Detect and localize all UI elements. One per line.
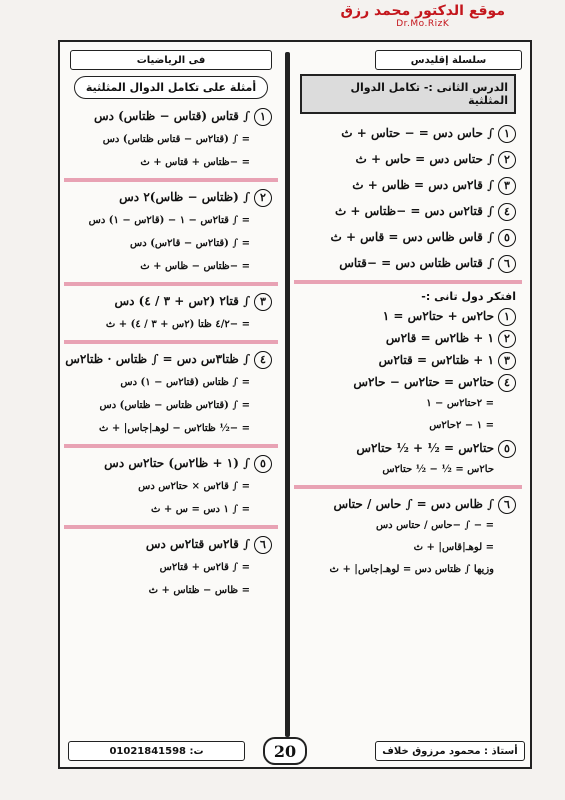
footer-phone: ت: 01021841598 [68, 741, 245, 761]
section-divider [64, 282, 278, 286]
site-logo [341, 4, 506, 29]
rule-text: ∫ ﺣﺘﺎس دس = ﺣﺎس + ث [355, 152, 494, 166]
math-line [64, 498, 278, 521]
logo-english: Dr.Mo.RizK [396, 19, 450, 29]
math-text: = ∫ (ﻗﺘﺎ٢س − ﻗﺎ٢س) دس [130, 238, 250, 249]
rule-number: ١ [498, 125, 516, 143]
rule-line [294, 224, 522, 250]
math-text: = −½ ﻇﺘﺎ٢س − لوهـ|ﺟﺎس| + ث [99, 423, 250, 434]
math-text: ∫ ﻗﺘﺎ٢ (٢س + ٣ / ٤) دس [114, 294, 250, 308]
example-section [64, 105, 278, 174]
math-text: = ∫ (ﻗﺘﺎ٢س − ﻗﺘﺎس ﻇﺘﺎس) دس [102, 134, 250, 145]
identity-text: = − ∫ −ﺣﺎس / ﺣﺘﺎس دس [375, 520, 494, 531]
math-text: = ∫ ﻗﺎ٢س + ﻗﺘﺎ٢س [159, 562, 250, 573]
math-text: = ∫ ﻗﺎ٢س × ﺣﺘﺎ٢س دس [138, 481, 250, 492]
right-column [294, 74, 522, 581]
rule-text: ∫ ﻗﺎس ﻇﺎس دس = ﻗﺎس + ث [330, 230, 494, 244]
math-line [64, 128, 278, 151]
math-line [64, 313, 278, 336]
math-text: ∫ (١ + ﻇﺎ٢س) ﺣﺘﺎ٢س دس [104, 456, 250, 470]
rule-number: ٤ [498, 203, 516, 221]
identity-line [294, 537, 522, 559]
identity-text: = لوهـ|ﻗﺎس| + ث [413, 542, 494, 553]
identity-line [294, 459, 522, 481]
math-line [64, 579, 278, 602]
math-line [64, 348, 278, 371]
identity-text: ﺣﺎ٢س = ½ − ½ ﺣﺘﺎ٢س [382, 464, 494, 475]
rule-text: ∫ ﺣﺎس دس = − ﺣﺘﺎس + ث [341, 126, 494, 140]
identity-line [294, 349, 522, 371]
math-text: = ∫ ١ دس = س + ث [151, 504, 250, 515]
example-section [64, 348, 278, 440]
rule-line [294, 198, 522, 224]
example-number: ٦ [254, 536, 272, 554]
identity-text: ١ + ﻇﺎ٢س = ﻗﺎ٢س [385, 331, 494, 345]
identity-line [294, 415, 522, 437]
examples-title: أمثلة على تكامل الدوال المثلثية [74, 76, 268, 99]
math-text: = −ﻇﺘﺎس + ﻗﺘﺎس + ث [140, 157, 250, 168]
identity-number: ٤ [498, 374, 516, 392]
math-line [64, 556, 278, 579]
math-line [64, 371, 278, 394]
identity-line [294, 437, 522, 459]
math-line [64, 151, 278, 174]
rule-text: ∫ ﻗﺎ٢س دس = ﻇﺎس + ث [352, 178, 494, 192]
section-divider [64, 525, 278, 529]
example-section [64, 533, 278, 602]
example-number: ٣ [254, 293, 272, 311]
math-line [64, 452, 278, 475]
math-text: = ∫ ﻇﺘﺎس (ﻗﺘﺎ٢س − ١) دس [120, 377, 250, 388]
rule-line [294, 120, 522, 146]
identity-text: وزيها ∫ ﻇﺘﺎس دس = لوهـ|ﺟﺎس| + ث [329, 564, 494, 575]
identity-line [294, 327, 522, 349]
identity-number: ٢ [498, 330, 516, 348]
example-section [64, 186, 278, 278]
worksheet-page [58, 40, 532, 769]
identity-text: ∫ ﻇﺎس دس = ∫ ﺣﺎس / ﺣﺘﺎس [333, 497, 494, 511]
identity-text: ﺣﺘﺎ٢س = ½ + ½ ﺣﺘﺎ٢س [356, 441, 494, 455]
rule-line [294, 146, 522, 172]
identity-line [294, 371, 522, 393]
math-line [64, 394, 278, 417]
header-series: سلسلة إقليدس [375, 50, 522, 70]
identity-line [294, 515, 522, 537]
identity-text: ﺣﺎ٢س + ﺣﺘﺎ٢س = ١ [382, 309, 494, 323]
math-text: = −ﻇﺘﺎس − ﻇﺎس + ث [140, 261, 250, 272]
math-line [64, 290, 278, 313]
math-line [64, 475, 278, 498]
example-number: ١ [254, 108, 272, 126]
math-line [64, 209, 278, 232]
math-line [64, 105, 278, 128]
math-text: = −٤/٢ ﻇﺘﺎ (٢س + ٣ / ٤) + ث [105, 319, 250, 330]
math-line [64, 186, 278, 209]
section-divider [294, 485, 522, 489]
identity-text: = ١ − ٢ﺣﺎ٢س [429, 420, 494, 431]
math-text: = ∫ (ﻗﺘﺎ٢س ﻇﺘﺎس − ﻇﺘﺎس) دس [99, 400, 250, 411]
rule-line [294, 172, 522, 198]
rule-number: ٣ [498, 177, 516, 195]
identity-text: = ٢ﺣﺘﺎ٢س − ١ [426, 398, 494, 409]
rule-number: ٢ [498, 151, 516, 169]
example-section [64, 452, 278, 521]
footer-teacher: أستاذ : محمود مرزوق خلاف [375, 741, 525, 761]
rule-text: ∫ ﻗﺘﺎ٢س دس = −ﻇﺘﺎس + ث [334, 204, 494, 218]
lesson-title: الدرس الثانى :- تكامل الدوال المثلثية [300, 74, 516, 114]
math-line [64, 533, 278, 556]
column-divider [285, 52, 290, 737]
header-subject: فى الرياضيات [70, 50, 272, 70]
rule-number: ٦ [498, 255, 516, 273]
math-text: = ﻇﺎس − ﻇﺘﺎس + ث [148, 585, 250, 596]
left-column [64, 74, 278, 602]
math-text: ∫ ﻗﺘﺎس (ﻗﺘﺎس − ﻇﺘﺎس) دس [93, 109, 250, 123]
math-text: = ∫ ﻗﺘﺎ٢س − ١ − (ﻗﺎ٢س − ١) دس [88, 215, 250, 226]
rule-text: ∫ ﻗﺘﺎس ﻇﺘﺎس دس = −ﻗﺘﺎس [339, 256, 494, 270]
identity-line [294, 559, 522, 581]
section-divider [294, 280, 522, 284]
identity-text: ﺣﺘﺎ٢س = ﺣﺘﺎ٢س − ﺣﺎ٢س [353, 375, 494, 389]
identity-number: ٣ [498, 352, 516, 370]
logo-arabic: موقع الدكتور محمد رزق [340, 3, 505, 19]
math-text: ∫ ﻇﺘﺎ٣س دس = ∫ ﻇﺘﺎس · ﻇﺘﺎ٢س [65, 352, 250, 366]
math-line [64, 255, 278, 278]
identity-line [294, 393, 522, 415]
identity-number: ٦ [498, 496, 516, 514]
remember-title: افتكر دول تانى :- [421, 290, 516, 303]
example-number: ٥ [254, 455, 272, 473]
section-divider [64, 178, 278, 182]
page-number: 20 [263, 737, 307, 765]
section-divider [64, 340, 278, 344]
section-divider [64, 444, 278, 448]
example-number: ٢ [254, 189, 272, 207]
identity-line [294, 305, 522, 327]
math-text: ∫ (ﻇﺘﺎس − ﻇﺎس)٢ دس [119, 190, 250, 204]
math-line [64, 232, 278, 255]
rule-number: ٥ [498, 229, 516, 247]
example-section [64, 290, 278, 336]
math-line [64, 417, 278, 440]
identity-number: ٥ [498, 440, 516, 458]
math-text: ∫ ﻗﺎ٢س ﻗﺘﺎ٢س دس [145, 537, 250, 551]
rule-line [294, 250, 522, 276]
identity-number: ١ [498, 308, 516, 326]
identity-text: ١ + ﻇﺘﺎ٢س = ﻗﺘﺎ٢س [378, 353, 494, 367]
example-number: ٤ [254, 351, 272, 369]
identity-line [294, 493, 522, 515]
